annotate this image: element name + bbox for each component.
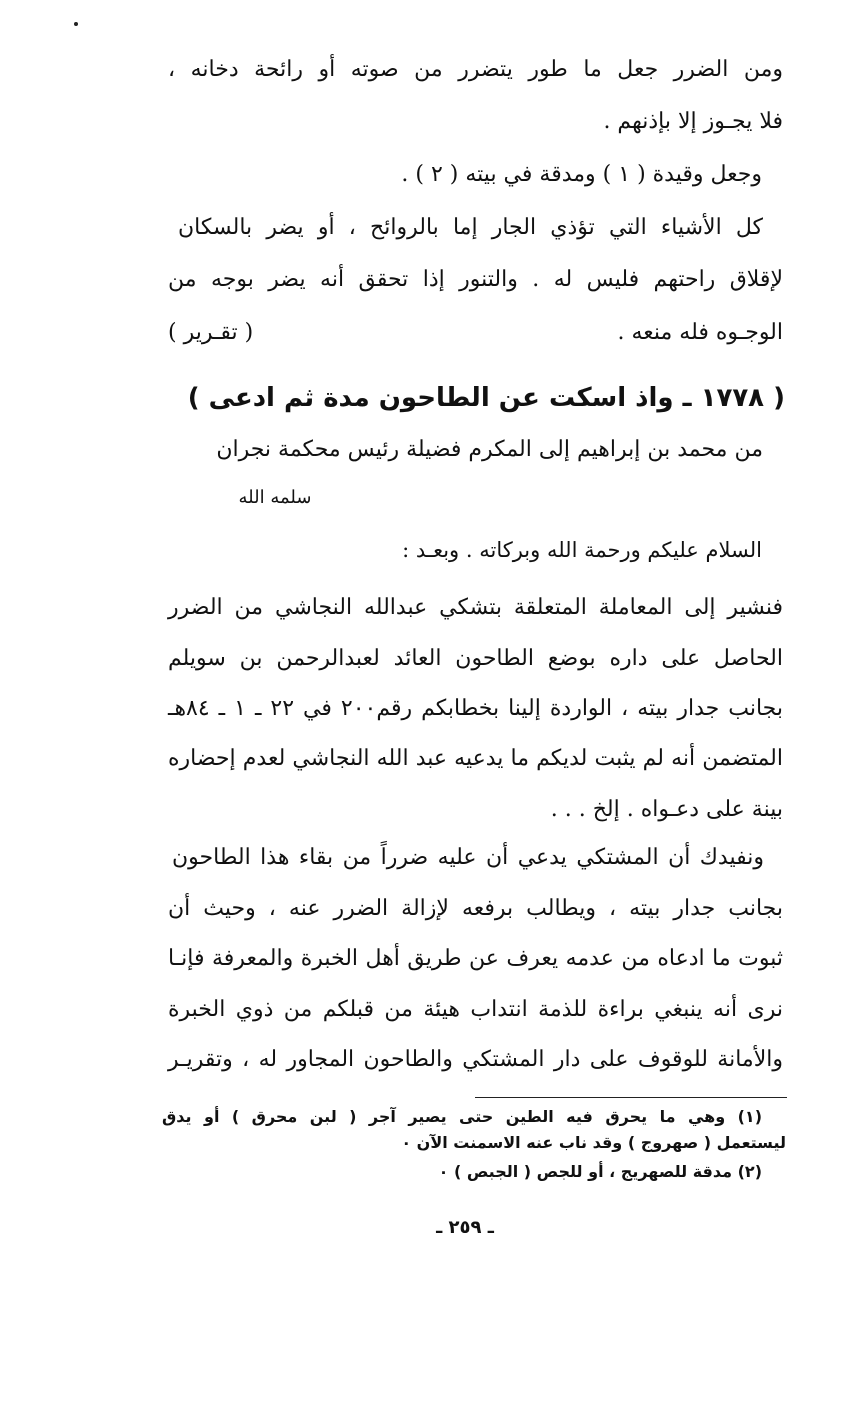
section-heading: ( ١٧٧٨ ـ واذ اسكت عن الطاحون مدة ثم ادعى )	[187, 383, 785, 413]
text-line: وجعل وقيدة ( ١ ) ومدقة في بيته ( ٢ ) .	[401, 162, 762, 187]
scan-speck	[74, 22, 78, 26]
footnote-line: (١) وهي ما يحرق فيه الطين حتى يصير آجر ( لبن محرق ) أو يدق	[162, 1107, 762, 1126]
text-line: فنشير إلى المعاملة المتعلقة بتشكي عبدالله النجاشي من الضرر	[168, 595, 783, 620]
text-line: ثبوت ما ادعاه من عدمه يعرف عن طريق أهل الخبرة والمعرفة فإنـا	[168, 946, 783, 971]
text-line: كل الأشياء التي تؤذي الجار إما بالروائح ، أو يضر بالسكان	[178, 215, 763, 240]
line-text: الوجـوه فله منعه .	[617, 320, 783, 345]
text-line: المتضمن أنه لم يثبت لديكم ما يدعيه عبد الله النجاشي لعدم إحضاره	[168, 746, 783, 771]
text-line: لإقلاق راحتهم فليس له . والتنور إذا تحقق أنه يضر بوجه من	[168, 267, 783, 292]
text-line: والأمانة للوقوف على دار المشتكي والطاحون المجاور له ، وتقريـر	[168, 1047, 783, 1072]
text-line: بينة على دعـواه . إلخ . . .	[550, 797, 783, 822]
text-line: نرى أنه ينبغي براءة للذمة انتداب هيئة من قبلكم من ذوي الخبرة	[168, 997, 783, 1022]
letter-greeting: السلام عليكم ورحمة الله وبركاته . وبعـد :	[402, 538, 762, 562]
footnote-divider	[475, 1097, 787, 1098]
text-line: ومن الضرر جعل ما طور يتضرر من صوته أو رائحة دخانه ،	[168, 57, 783, 82]
text-line: بجانب جدار بيته ، ويطالب برفعه لإزالة الضرر عنه ، وحيث أن	[168, 896, 783, 921]
footnote-line: (٢) مدقة للصهريج ، أو للجص ( الجبص ) ٠	[438, 1162, 762, 1181]
letter-address-blessing: سلمه الله	[238, 487, 312, 508]
text-line	[168, 316, 783, 350]
text-line: بجانب جدار بيته ، الواردة إلينا بخطابكم رقم٢٠٠ في ٢٢ ـ ١ ـ ٨٤هـ	[168, 696, 784, 721]
text-line: فلا يجـوز إلا بإذنهم .	[603, 109, 783, 134]
footnote-line: ليستعمل ( صهروج ) وقد ناب عنه الاسمنت الآن ٠	[401, 1133, 786, 1152]
letter-address: من محمد بن إبراهيم إلى المكرم فضيلة رئيس محكمة نجران	[216, 437, 763, 462]
text-line: ونفيدك أن المشتكي يدعي أن عليه ضرراً من بقاء هذا الطاحون	[172, 845, 764, 870]
text-line: الحاصل على داره بوضع الطاحون العائد لعبدالرحمن بن سويلم	[168, 646, 783, 671]
page-number: ـ ٢٥٩ ـ	[436, 1217, 494, 1238]
source-tag: ( تقـرير )	[168, 320, 254, 345]
